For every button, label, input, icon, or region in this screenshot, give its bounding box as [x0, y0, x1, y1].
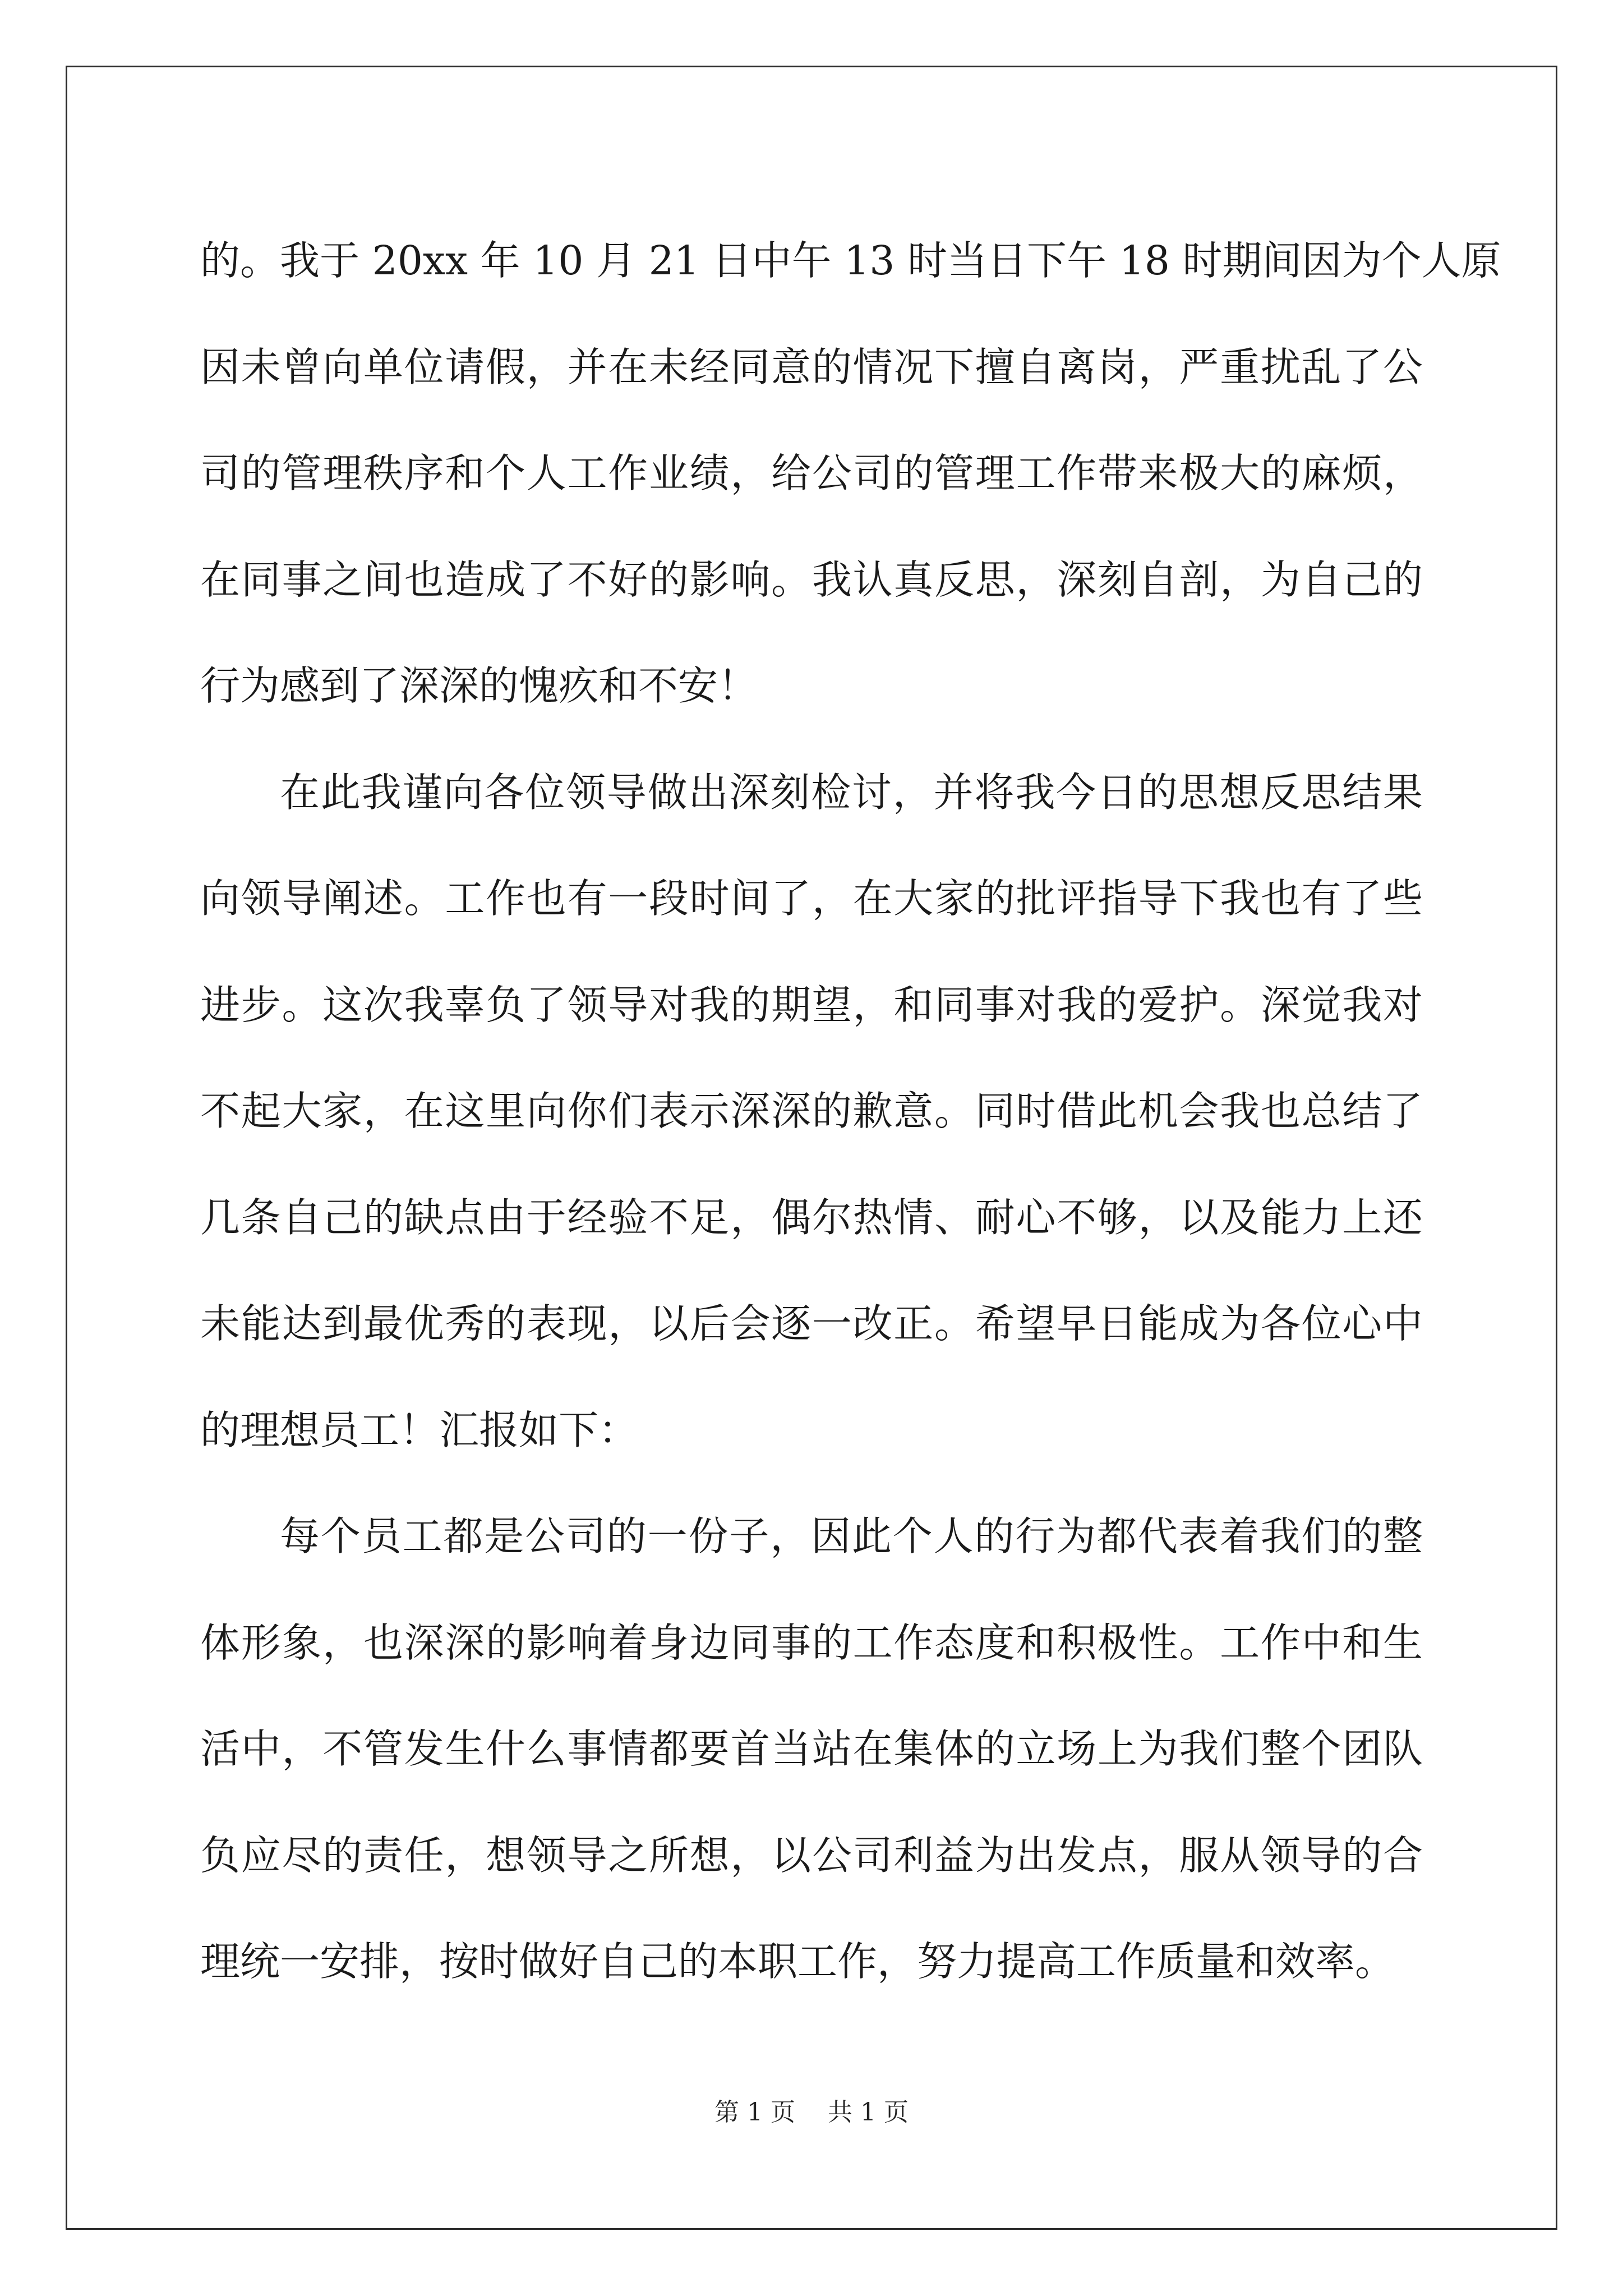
paragraph-1 [200, 208, 1501, 739]
page-number: 第 1 页 [714, 2098, 795, 2127]
text-line: 在同事之间也造成了不好的影响。我认真反思，深刻自剖，为自己的 [200, 556, 1423, 603]
text-line: 负应尽的责任，想领导之所想，以公司利益为出发点，服从领导的合 [200, 1832, 1423, 1879]
text-line: 体形象，也深深的影响着身边同事的工作态度和积极性。工作中和生 [200, 1619, 1423, 1666]
text-line: 司的管理秩序和个人工作业绩，给公司的管理工作带来极大的麻烦， [200, 450, 1423, 496]
text-line: 的理想员工！汇报如下： [200, 1406, 639, 1453]
text-line: 未能达到最优秀的表现，以后会逐一改正。希望早日能成为各位心中 [200, 1300, 1423, 1347]
text-line: 活中，不管发生什么事情都要首当站在集体的立场上为我们整个团队 [200, 1726, 1423, 1772]
document-body [200, 208, 1501, 2015]
page-footer [0, 2097, 1623, 2128]
text-line: 每个员工都是公司的一份子，因此个人的行为都代表着我们的整 [280, 1513, 1423, 1559]
text-line: 不起大家，在这里向你们表示深深的歉意。同时借此机会我也总结了 [200, 1088, 1423, 1134]
text-line: 进步。这次我辜负了领导对我的期望，和同事对我的爱护。深觉我对 [200, 981, 1423, 1028]
page-total: 共 1 页 [828, 2098, 909, 2127]
text-line: 理统一安排，按时做好自己的本职工作，努力提高工作质量和效率。 [200, 1938, 1395, 1985]
paragraph-2 [200, 739, 1423, 1484]
text-line: 因未曾向单位请假，并在未经同意的情况下擅自离岗，严重扰乱了公 [200, 343, 1423, 390]
paragraph-3 [200, 1483, 1423, 2015]
text-line: 的。我于 20xx 年 10 月 21 日中午 13 时当日下午 18 时期间因为个人原 [200, 237, 1501, 284]
text-line: 行为感到了深深的愧疚和不安！ [200, 662, 758, 709]
text-line: 向领导阐述。工作也有一段时间了，在大家的批评指导下我也有了些 [200, 875, 1423, 922]
text-line: 几条自己的缺点由于经验不足，偶尔热情、耐心不够，以及能力上还 [200, 1194, 1423, 1241]
text-line: 在此我谨向各位领导做出深刻检讨，并将我今日的思想反思结果 [280, 769, 1423, 816]
